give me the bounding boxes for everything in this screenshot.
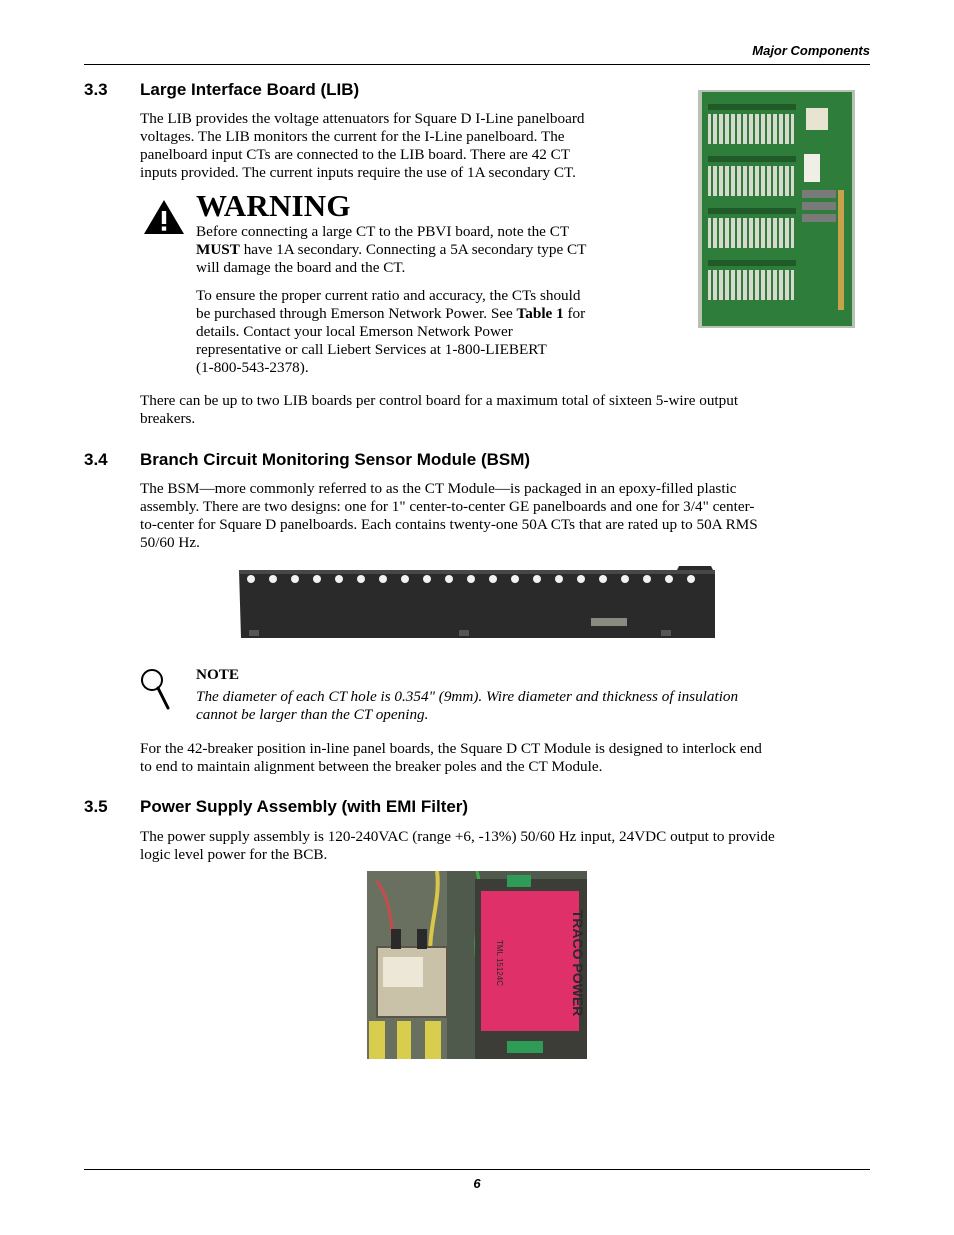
text-line: The power supply assembly is 120-240VAC (range +6, -13%) 50/60 Hz input, 24VDC output to provide (140, 828, 775, 845)
section-heading-3-4 (84, 450, 530, 470)
lib-board-photo (698, 90, 855, 328)
psu-brand-label: TRACO POWER (570, 909, 586, 1017)
running-header: Major Components (752, 43, 870, 58)
section-title: Power Supply Assembly (with EMI Filter) (140, 797, 469, 816)
text-line: The LIB provides the voltage attenuators for Square D I-Line panelboard (140, 110, 585, 127)
text-line: The BSM—more commonly referred to as the CT Module—is packaged in an epoxy-filled plastic (140, 480, 737, 497)
note-title: NOTE (196, 666, 240, 683)
power-supply-photo (367, 871, 587, 1059)
warning-title: WARNING (196, 188, 351, 223)
header-rule (84, 64, 870, 65)
text-line: inputs provided. The current inputs require the use of 1A secondary CT. (140, 164, 576, 181)
text-line: to end to maintain alignment between the breaker poles and the CT Module. (140, 758, 603, 775)
section-number: 3.3 (84, 80, 108, 99)
text-line: (1-800-543-2378). (196, 359, 309, 376)
text-line: logic level power for the BCB. (140, 846, 328, 863)
bsm-after-paragraph (140, 740, 870, 776)
footer-rule (84, 1169, 870, 1170)
section-number: 3.4 (84, 450, 108, 469)
bsm-module-photo (237, 564, 719, 644)
warning-text (196, 223, 686, 277)
section-number: 3.5 (84, 797, 108, 816)
lib-after-paragraph (140, 392, 870, 428)
psu-paragraph (140, 828, 870, 864)
text-line: For the 42-breaker position in-line panel boards, the Square D CT Module is designed to interlock end (140, 740, 762, 757)
text-line: will damage the board and the CT. (196, 259, 406, 276)
text-line: representative or call Liebert Services at 1-800-LIEBERT (196, 341, 547, 358)
note-body (196, 688, 856, 724)
warning-text-2 (196, 287, 686, 377)
text-line: 50/60 Hz. (140, 534, 200, 551)
text-line: cannot be larger than the CT opening. (196, 706, 429, 723)
emphasis: MUST (196, 241, 240, 258)
text-line: voltages. The LIB monitors the current for the I-Line panelboard. The (140, 128, 565, 145)
text-line: assembly. There are two designs: one for 1" center-to-center GE panelboards and one for 3/4" center- (140, 498, 755, 515)
text-run: for (563, 305, 586, 322)
section-heading-3-5 (84, 797, 468, 817)
text-line (196, 305, 686, 323)
section-heading-3-3 (84, 80, 359, 100)
page-number: 6 (473, 1176, 481, 1191)
text-run: have 1A secondary. Connecting a 5A secondary type CT (239, 241, 587, 258)
magnifier-icon (140, 668, 172, 712)
warning-icon (142, 198, 186, 236)
bsm-paragraph (140, 480, 870, 552)
table-reference: Table 1 (516, 305, 564, 322)
text-run: be purchased through Emerson Network Power. See (196, 305, 517, 322)
section-title: Branch Circuit Monitoring Sensor Module (BSM) (140, 450, 531, 469)
lib-paragraph (140, 110, 680, 182)
text-line: Before connecting a large CT to the PBVI board, note the CT (196, 223, 570, 240)
text-line: To ensure the proper current ratio and accuracy, the CTs should (196, 287, 581, 304)
text-line: There can be up to two LIB boards per control board for a maximum total of sixteen 5-wire output (140, 392, 739, 409)
psu-model-label: TML 15124C (495, 940, 504, 986)
text-line: details. Contact your local Emerson Network Power (196, 323, 513, 340)
text-line: breakers. (140, 410, 196, 427)
text-line: The diameter of each CT hole is 0.354" (9mm). Wire diameter and thickness of insulation (196, 688, 739, 705)
text-line (196, 241, 686, 259)
text-line: to-center for Square D panelboards. Each contains twenty-one 50A CTs that are rated up to 50A RMS (140, 516, 758, 533)
section-title: Large Interface Board (LIB) (140, 80, 360, 99)
text-line: panelboard input CTs are connected to the LIB board. There are 42 CT (140, 146, 571, 163)
